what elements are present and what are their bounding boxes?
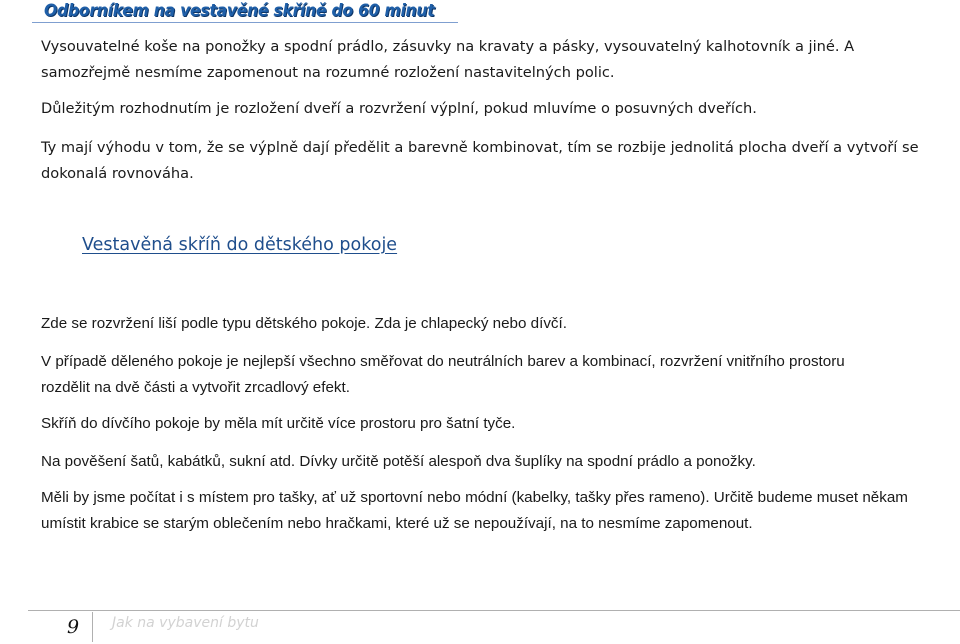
- paragraph-1: Vysouvatelné koše na ponožky a spodní prádlo, zásuvky na kravaty a pásky, vysouvatelný kalhotovník a jiné. A samozřejmě nesmíme zapomenout na rozumné rozložení nastavitelných polic.: [41, 38, 855, 81]
- paragraph-5: V případě děleného pokoje je nejlepší všechno směřovat do neutrálních barev a kombinací, rozvržení vnitřního prostoru rozdělit na dvě části a vytvořit zrcadlový efekt.: [41, 353, 845, 396]
- paragraph-6: Skříň do dívčího pokoje by měla mít určitě více prostoru pro šatní tyče.: [41, 415, 516, 432]
- header-rule: [32, 22, 458, 23]
- paragraph-8: Měli by jsme počítat i s místem pro tašky, ať už sportovní nebo módní (kabelky, tašky přes rameno). Určitě budeme muset někam umístit krabice se starým oblečením nebo hračkami, které už se nepoužívají, na to nesmíme zapomenout.: [41, 489, 908, 532]
- section-heading-link[interactable]: Vestavěná skříň do dětského pokoje: [82, 235, 398, 255]
- footer-title: Jak na vybavení bytu: [112, 615, 259, 631]
- paragraph-4: Zde se rozvržení liší podle typu dětského pokoje. Zda je chlapecký nebo dívčí.: [41, 315, 567, 332]
- header-title: Odborníkem na vestavěné skříně do 60 minut: [44, 1, 435, 21]
- paragraph-3: Ty mají výhodu v tom, že se výplně dají předělit a barevně kombinovat, tím se rozbije jednolitá plocha dveří a vytvoří se dokonalá rovnováha.: [41, 139, 919, 182]
- paragraph-7: Na pověšení šatů, kabátků, sukní atd. Dívky určitě potěší alespoň dva šuplíky na spodní prádlo a ponožky.: [41, 453, 756, 470]
- paragraph-2: Důležitým rozhodnutím je rozložení dveří a rozvržení výplní, pokud mluvíme o posuvných dveřích.: [41, 100, 757, 117]
- footer-divider: [92, 612, 93, 642]
- footer-rule: [28, 610, 960, 611]
- page-number: 9: [67, 616, 80, 638]
